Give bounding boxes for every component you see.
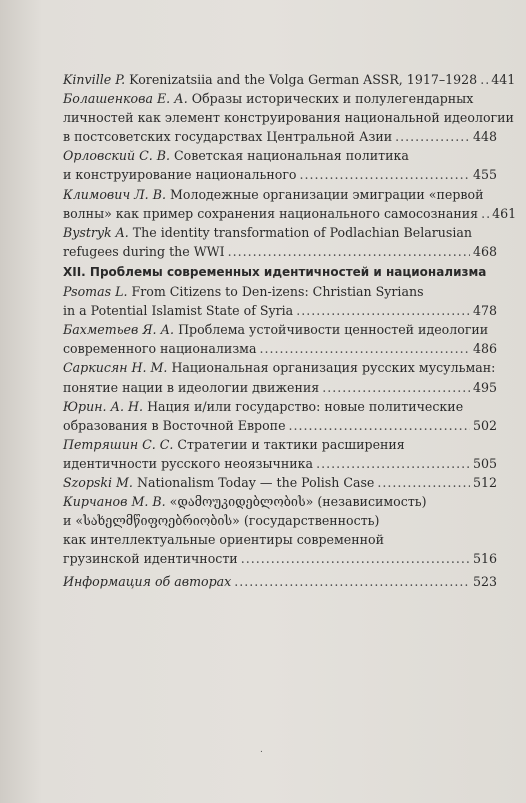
toc-page-number: 441 xyxy=(491,72,516,87)
dot-leader xyxy=(481,204,489,223)
toc-line xyxy=(63,127,497,146)
toc-title-line: in a Potential Islamist State of Syria xyxy=(63,303,294,319)
toc-page-number: 461 xyxy=(492,205,517,221)
toc-title-line: Молодежные организации эмиграции «первой xyxy=(169,186,484,202)
toc-entries-group-b xyxy=(63,282,497,568)
toc-line xyxy=(63,165,497,184)
toc-page-number: 478 xyxy=(472,303,497,319)
toc-title-line: и конструирование национального xyxy=(63,167,297,183)
dot-leader xyxy=(260,339,470,358)
toc-author: Szopski M. xyxy=(63,474,133,490)
dot-leader xyxy=(241,549,470,568)
toc-entry[interactable] xyxy=(63,89,514,146)
dot-leader xyxy=(377,473,470,492)
dot-leader xyxy=(322,378,470,397)
toc-title-line: «დამოუკიდებლობის» (независимость) xyxy=(169,494,427,510)
toc-title-line: личностей как элемент конструирования национальной идеологии xyxy=(63,110,514,126)
toc-title-line: как интеллектуальные ориентиры современной xyxy=(63,532,384,548)
toc-line xyxy=(63,146,497,165)
toc-line xyxy=(63,530,497,549)
toc-author: Kinville P. xyxy=(63,72,126,87)
toc-line xyxy=(63,416,497,435)
toc-title-line: Korenizatsiia and the Volga German ASSR, 1917–1928 xyxy=(129,72,478,87)
toc-title-line: Стратегии и тактики расширения xyxy=(177,436,405,452)
toc-entry[interactable] xyxy=(63,282,497,320)
toc-title-line: грузинской идентичности xyxy=(63,551,238,567)
toc-entry[interactable] xyxy=(63,358,497,396)
toc-entry[interactable] xyxy=(63,473,497,492)
toc-author: Bystryk A. xyxy=(63,224,129,240)
toc-entry-label: Информация об авторах xyxy=(63,574,232,590)
toc-line xyxy=(63,397,497,416)
toc-page-number: 448 xyxy=(472,129,497,145)
toc-entry-authors-info[interactable] xyxy=(63,572,497,591)
toc-title-line: Образы исторических и полулегендарных xyxy=(191,91,474,107)
page-footer-mark: . xyxy=(260,745,263,755)
toc-line xyxy=(63,89,497,108)
toc-title-line: The identity transformation of Podlachian Belarusian xyxy=(132,224,473,240)
toc-title-line: современного национализма xyxy=(63,341,257,357)
toc-page-number: 516 xyxy=(472,551,497,567)
toc-page-number: 468 xyxy=(472,243,497,259)
toc-line xyxy=(63,492,497,511)
toc-author: Болашенкова Е. А. xyxy=(63,91,188,107)
toc-entry[interactable] xyxy=(63,492,497,568)
dot-leader xyxy=(480,70,488,89)
toc-title-line: Нация и/или государство: новые политические xyxy=(147,398,464,414)
toc-title-line: идентичности русского неоязычника xyxy=(63,455,314,471)
toc-page-number: 512 xyxy=(472,474,497,490)
toc-line xyxy=(63,473,497,492)
toc-entries-group-a xyxy=(63,70,517,261)
toc-entry[interactable] xyxy=(63,146,497,184)
toc-author: Юрин. А. Н. xyxy=(63,398,144,414)
toc-author: Орловский С. В. xyxy=(63,148,171,164)
toc-line xyxy=(63,301,497,320)
toc-author: Климович Л. В. xyxy=(63,186,166,202)
toc-title-line: в постсоветских государствах Центральной Азии xyxy=(63,129,393,145)
dot-leader xyxy=(296,301,470,320)
toc-page-number: 502 xyxy=(472,417,497,433)
toc-line xyxy=(63,282,497,301)
dot-leader xyxy=(300,165,470,184)
toc-line xyxy=(63,549,497,568)
toc-line xyxy=(63,223,497,242)
toc-title-line: refugees during the WWI xyxy=(63,243,225,259)
toc-line xyxy=(63,378,497,397)
toc-line xyxy=(63,358,497,377)
toc-line xyxy=(63,320,497,339)
toc-title-line: Проблема устойчивости ценностей идеологии xyxy=(178,322,489,338)
toc-author: Psomas L. xyxy=(63,284,128,300)
toc-page-number: 505 xyxy=(472,455,497,471)
toc-page-number: 495 xyxy=(472,379,497,395)
toc-entry[interactable] xyxy=(63,70,516,89)
table-of-contents xyxy=(63,70,517,592)
toc-line xyxy=(63,435,497,454)
toc-author: Бахметьев Я. А. xyxy=(63,322,175,338)
toc-line xyxy=(63,572,497,591)
toc-page-number: 455 xyxy=(472,167,497,183)
toc-entry[interactable] xyxy=(63,185,517,223)
toc-line xyxy=(63,454,497,473)
toc-page-number: 523 xyxy=(472,574,497,590)
toc-author: Петряшин С. С. xyxy=(63,436,174,452)
toc-entry[interactable] xyxy=(63,320,497,358)
dot-leader xyxy=(316,454,470,473)
toc-title-line: From Citizens to Den-izens: Christian Syrians xyxy=(131,284,424,300)
dot-leader xyxy=(228,242,470,261)
toc-title-line: и «სახელმწიფოებრიობის» (государственность) xyxy=(63,513,380,529)
toc-entry[interactable] xyxy=(63,223,497,261)
toc-line xyxy=(63,108,514,127)
dot-leader xyxy=(395,127,470,146)
toc-title-line: образования в Восточной Европе xyxy=(63,417,286,433)
toc-author: Саркисян Н. М. xyxy=(63,360,168,376)
section-heading: XII. Проблемы современных идентичностей и национализма xyxy=(63,264,487,279)
toc-title-line: волны» как пример сохранения национального самосознания xyxy=(63,205,479,221)
toc-title-line: Национальная организация русских мусульман: xyxy=(171,360,496,376)
toc-page-number: 486 xyxy=(472,341,497,357)
toc-entry[interactable] xyxy=(63,435,497,473)
toc-author: Кирчанов М. В. xyxy=(63,494,166,510)
toc-line xyxy=(63,511,497,530)
toc-line xyxy=(63,204,517,223)
toc-title-line: понятие нации в идеологии движения xyxy=(63,379,320,395)
toc-line xyxy=(63,242,497,261)
toc-line xyxy=(63,185,497,204)
dot-leader xyxy=(289,416,470,435)
toc-title-line: Советская национальная политика xyxy=(174,148,409,164)
toc-title-line: Nationalism Today — the Polish Case xyxy=(136,474,375,490)
toc-line xyxy=(63,339,497,358)
dot-leader xyxy=(234,572,470,591)
toc-line xyxy=(63,70,516,89)
toc-entry[interactable] xyxy=(63,397,497,435)
